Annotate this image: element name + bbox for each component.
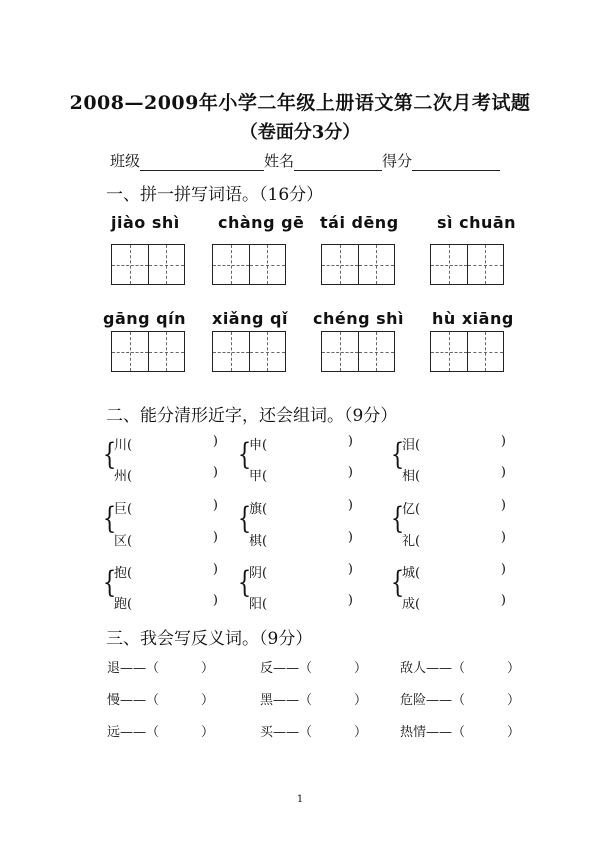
- page-number: 1: [296, 794, 304, 805]
- antonym-item: [260, 689, 367, 708]
- antonym-word: 危险——（: [400, 693, 466, 708]
- brace: {: [390, 565, 405, 600]
- open-paren: (: [415, 597, 421, 612]
- word-pair-item: [249, 434, 353, 453]
- character: 旗: [249, 502, 263, 517]
- antonym-item: [400, 721, 520, 740]
- close-paren: ）: [353, 693, 367, 708]
- antonym-word: 黑——（: [260, 693, 313, 708]
- open-paren: (: [415, 566, 421, 581]
- pinyin-label: hù xiāng: [432, 309, 514, 328]
- word-pair-item: [114, 434, 218, 453]
- character: 棋: [249, 534, 263, 549]
- close-paren: ): [212, 530, 218, 545]
- character: 州: [114, 469, 128, 484]
- open-paren: (: [127, 502, 133, 517]
- close-paren: ): [500, 465, 506, 480]
- score-blank[interactable]: [412, 154, 500, 171]
- close-paren: ): [212, 434, 218, 449]
- close-paren: ）: [506, 725, 520, 740]
- open-paren: (: [262, 566, 268, 581]
- antonym-item: [400, 689, 520, 708]
- open-paren: (: [415, 502, 421, 517]
- antonym-item: [107, 689, 214, 708]
- brace: {: [237, 437, 252, 472]
- word-pair-item: [114, 530, 218, 549]
- close-paren: ): [500, 562, 506, 577]
- close-paren: ): [347, 530, 353, 545]
- open-paren: (: [262, 502, 268, 517]
- close-paren: ）: [506, 693, 520, 708]
- antonym-word: 买——（: [260, 725, 313, 740]
- character: 区: [114, 534, 128, 549]
- page-subtitle: （卷面分3分）: [239, 122, 361, 143]
- character: 成: [402, 597, 416, 612]
- character: 申: [249, 438, 263, 453]
- antonym-word: 远——（: [107, 725, 160, 740]
- open-paren: (: [262, 597, 268, 612]
- word-pair-item: [249, 562, 353, 581]
- word-pair-item: [402, 593, 506, 612]
- student-info-line: [110, 150, 500, 171]
- name-label: 姓名: [264, 152, 295, 170]
- pinyin-label: sì chuān: [437, 213, 517, 232]
- brace: {: [102, 565, 117, 600]
- pinyin-label: xiǎng qǐ: [212, 309, 288, 328]
- close-paren: ): [347, 562, 353, 577]
- open-paren: (: [415, 534, 421, 549]
- pinyin-label: chàng gē: [218, 213, 305, 232]
- close-paren: ): [500, 434, 506, 449]
- word-pair-item: [402, 498, 506, 517]
- pinyin-label: gāng qín: [103, 309, 186, 328]
- word-pair-item: [114, 593, 218, 612]
- word-pair-item: [114, 465, 218, 484]
- brace: {: [237, 565, 252, 600]
- writing-grid[interactable]: [212, 244, 286, 285]
- word-pair-item: [249, 530, 353, 549]
- close-paren: ): [500, 498, 506, 513]
- word-pair-item: [114, 562, 218, 581]
- character: 甲: [249, 469, 263, 484]
- close-paren: ）: [506, 661, 520, 676]
- close-paren: ）: [353, 725, 367, 740]
- antonym-word: 慢——（: [107, 693, 160, 708]
- antonym-item: [260, 721, 367, 740]
- close-paren: ): [500, 593, 506, 608]
- open-paren: (: [262, 469, 268, 484]
- word-pair-item: [114, 498, 218, 517]
- character: 亿: [402, 502, 416, 517]
- word-pair-item: [249, 593, 353, 612]
- close-paren: ): [212, 498, 218, 513]
- writing-grid[interactable]: [321, 244, 395, 285]
- close-paren: ): [212, 465, 218, 480]
- brace: {: [102, 437, 117, 472]
- antonym-item: [400, 657, 520, 676]
- close-paren: ): [212, 593, 218, 608]
- open-paren: (: [127, 534, 133, 549]
- pinyin-label: tái dēng: [320, 213, 399, 232]
- close-paren: ): [347, 434, 353, 449]
- writing-grid[interactable]: [111, 244, 185, 285]
- word-pair-item: [402, 562, 506, 581]
- character: 跑: [114, 597, 128, 612]
- character: 泪: [402, 438, 416, 453]
- class-blank[interactable]: [140, 154, 264, 171]
- character: 相: [402, 469, 416, 484]
- open-paren: (: [127, 469, 133, 484]
- section-1-heading: 一、拼一拼写词语。（16分）: [106, 185, 324, 205]
- close-paren: ): [212, 562, 218, 577]
- character: 城: [402, 566, 416, 581]
- section-3-heading: 三、我会写反义词。（9分）: [106, 629, 313, 649]
- antonym-item: [107, 721, 214, 740]
- brace: {: [102, 501, 117, 536]
- antonym-word: 敌人——（: [400, 661, 466, 676]
- word-pair-item: [249, 465, 353, 484]
- close-paren: ): [500, 530, 506, 545]
- antonym-word: 退——（: [107, 661, 160, 676]
- word-pair-item: [402, 434, 506, 453]
- close-paren: ）: [200, 725, 214, 740]
- close-paren: ）: [353, 661, 367, 676]
- close-paren: ): [347, 465, 353, 480]
- class-label: 班级: [110, 152, 141, 170]
- open-paren: (: [415, 469, 421, 484]
- open-paren: (: [127, 566, 133, 581]
- character: 礼: [402, 534, 416, 549]
- writing-grid[interactable]: [321, 331, 395, 372]
- page-title: 2008—2009年小学二年级上册语文第二次月考试题: [69, 92, 531, 114]
- character: 阳: [249, 597, 263, 612]
- brace: {: [390, 437, 405, 472]
- name-blank[interactable]: [294, 154, 382, 171]
- open-paren: (: [127, 438, 133, 453]
- writing-grid[interactable]: [430, 331, 504, 372]
- writing-grid[interactable]: [111, 331, 185, 372]
- close-paren: ): [347, 593, 353, 608]
- writing-grid[interactable]: [430, 244, 504, 285]
- close-paren: ): [347, 498, 353, 513]
- antonym-item: [107, 657, 214, 676]
- pinyin-label: chéng shì: [313, 309, 405, 328]
- open-paren: (: [127, 597, 133, 612]
- writing-grid[interactable]: [212, 331, 286, 372]
- section-2-heading: 二、能分清形近字，还会组词。（9分）: [106, 406, 398, 426]
- antonym-word: 反——（: [260, 661, 313, 676]
- brace: {: [237, 501, 252, 536]
- character: 抱: [114, 566, 128, 581]
- character: 川: [114, 438, 128, 453]
- score-label: 得分: [382, 152, 413, 170]
- open-paren: (: [262, 438, 268, 453]
- brace: {: [390, 501, 405, 536]
- antonym-word: 热情——（: [400, 725, 466, 740]
- antonym-item: [260, 657, 367, 676]
- word-pair-item: [402, 530, 506, 549]
- word-pair-item: [402, 465, 506, 484]
- open-paren: (: [262, 534, 268, 549]
- close-paren: ）: [200, 693, 214, 708]
- pinyin-label: jiào shì: [111, 213, 180, 232]
- character: 阴: [249, 566, 263, 581]
- word-pair-item: [249, 498, 353, 517]
- open-paren: (: [415, 438, 421, 453]
- close-paren: ）: [200, 661, 214, 676]
- character: 巨: [114, 502, 128, 517]
